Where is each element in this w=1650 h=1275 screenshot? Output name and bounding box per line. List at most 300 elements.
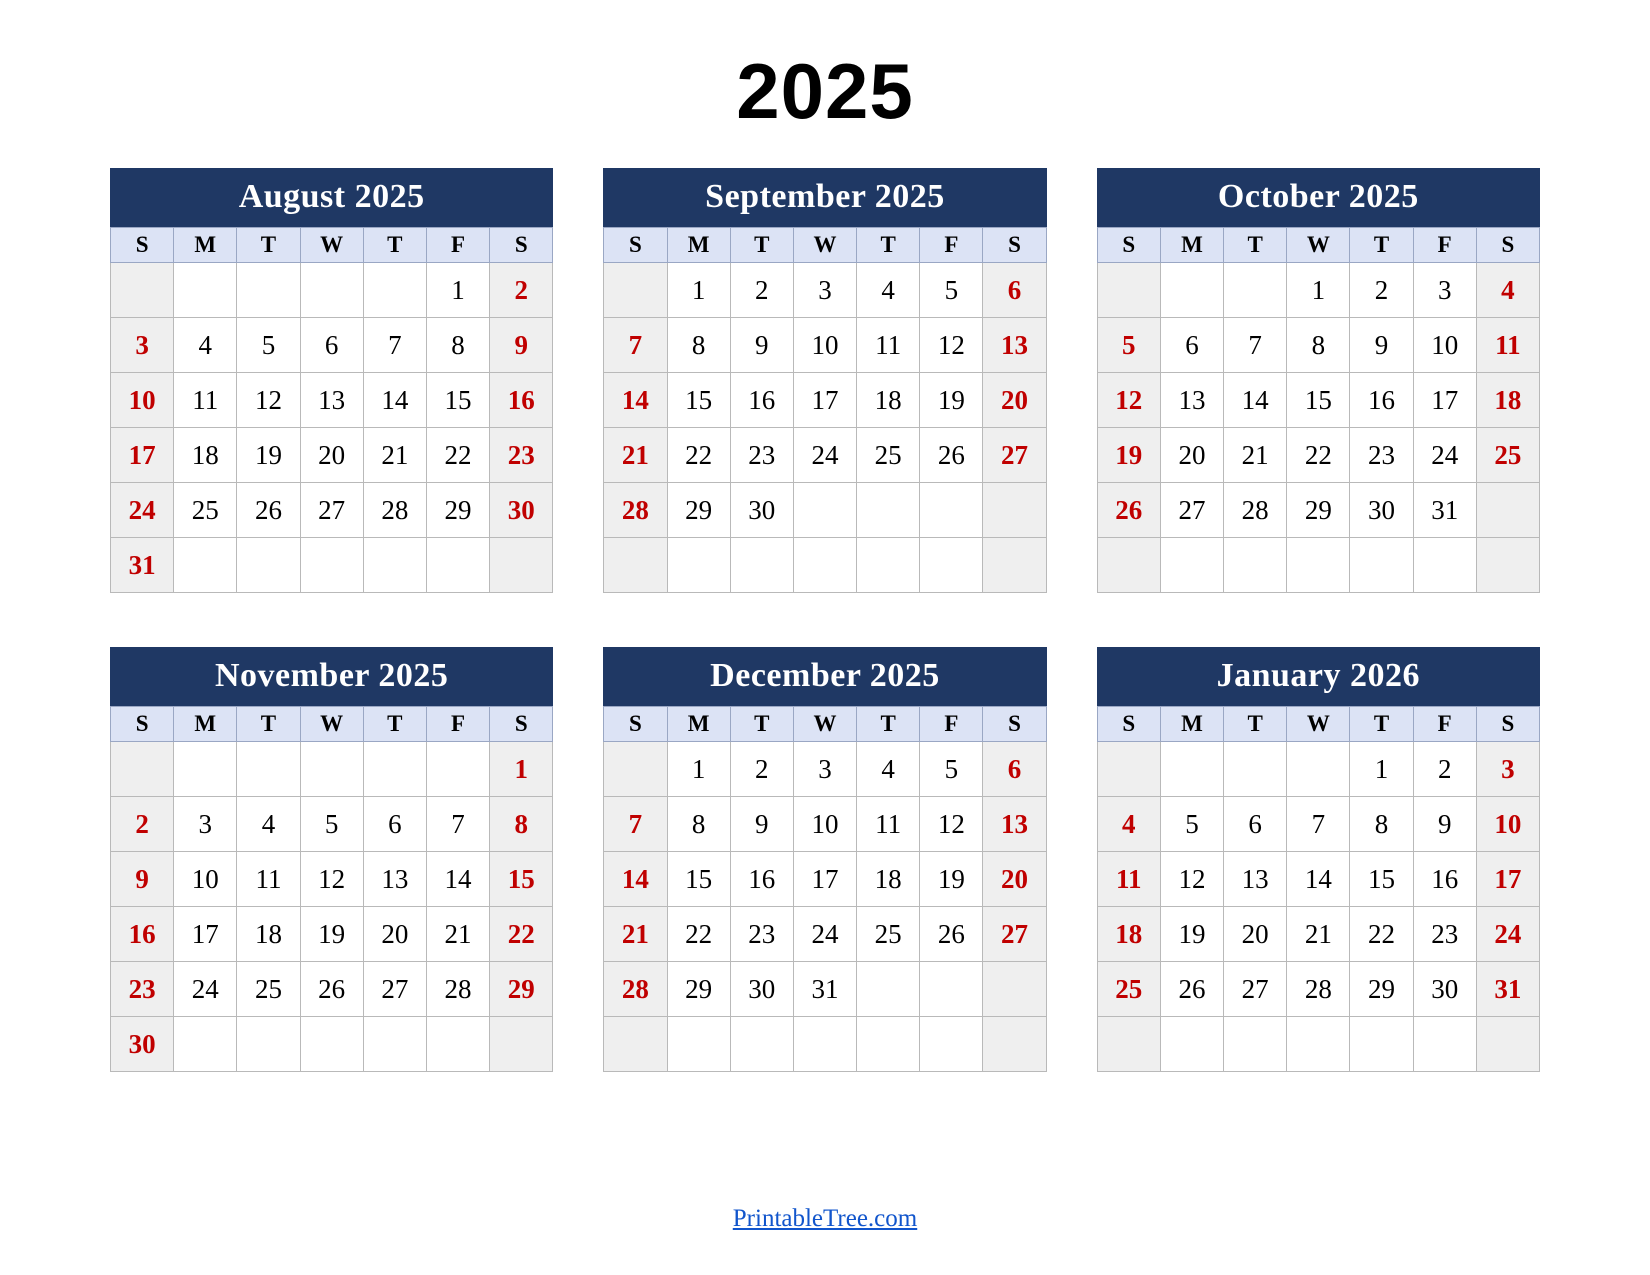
empty-day-cell [363, 1017, 426, 1072]
day-cell[interactable]: 20 [363, 907, 426, 962]
empty-day-cell [174, 1017, 237, 1072]
day-cell[interactable]: 1 [667, 742, 730, 797]
day-cell[interactable]: 26 [1160, 962, 1223, 1017]
weekday-header: T [363, 707, 426, 742]
day-cell[interactable]: 13 [1224, 852, 1287, 907]
day-cell[interactable]: 27 [1224, 962, 1287, 1017]
day-cell[interactable]: 13 [300, 373, 363, 428]
month-table [1097, 706, 1540, 1072]
day-cell[interactable]: 15 [1287, 373, 1350, 428]
day-cell[interactable]: 3 [1476, 742, 1539, 797]
day-cell[interactable]: 10 [1413, 318, 1476, 373]
day-cell[interactable]: 26 [237, 483, 300, 538]
day-cell[interactable]: 9 [730, 318, 793, 373]
empty-day-cell [174, 538, 237, 593]
day-cell[interactable]: 27 [1160, 483, 1223, 538]
day-cell[interactable]: 21 [1287, 907, 1350, 962]
day-cell[interactable]: 23 [730, 428, 793, 483]
empty-day-cell [1413, 538, 1476, 593]
day-cell[interactable]: 30 [730, 962, 793, 1017]
month-block [1097, 647, 1540, 1072]
day-cell[interactable]: 6 [1160, 318, 1223, 373]
empty-day-cell [1476, 1017, 1539, 1072]
months-grid [110, 168, 1540, 1072]
week-row [1097, 907, 1539, 962]
day-cell[interactable]: 8 [667, 318, 730, 373]
empty-day-cell [426, 1017, 489, 1072]
day-cell[interactable]: 17 [1413, 373, 1476, 428]
day-cell[interactable]: 12 [920, 797, 983, 852]
day-cell[interactable]: 27 [983, 907, 1046, 962]
day-cell[interactable]: 4 [857, 742, 920, 797]
week-row [1097, 742, 1539, 797]
day-cell[interactable]: 27 [300, 483, 363, 538]
day-cell[interactable]: 9 [111, 852, 174, 907]
empty-day-cell [983, 483, 1046, 538]
day-cell[interactable]: 4 [174, 318, 237, 373]
day-cell[interactable]: 13 [1160, 373, 1223, 428]
day-cell[interactable]: 9 [1350, 318, 1413, 373]
week-row [604, 428, 1046, 483]
day-cell[interactable]: 20 [1160, 428, 1223, 483]
day-cell[interactable]: 7 [1224, 318, 1287, 373]
day-cell[interactable]: 23 [1350, 428, 1413, 483]
day-cell[interactable]: 24 [1413, 428, 1476, 483]
day-cell[interactable]: 13 [983, 797, 1046, 852]
day-cell[interactable]: 24 [793, 428, 856, 483]
week-row [111, 428, 553, 483]
day-cell[interactable]: 6 [300, 318, 363, 373]
day-cell[interactable]: 13 [983, 318, 1046, 373]
weekday-header: T [1350, 228, 1413, 263]
day-cell[interactable]: 23 [730, 907, 793, 962]
day-cell[interactable]: 19 [300, 907, 363, 962]
day-cell[interactable]: 21 [363, 428, 426, 483]
day-cell[interactable]: 1 [1350, 742, 1413, 797]
month-title: November 2025 [110, 647, 553, 706]
day-cell[interactable]: 30 [730, 483, 793, 538]
day-cell[interactable]: 28 [604, 483, 667, 538]
day-cell[interactable]: 17 [174, 907, 237, 962]
month-title: January 2026 [1097, 647, 1540, 706]
day-cell[interactable]: 11 [857, 797, 920, 852]
day-cell[interactable]: 30 [1350, 483, 1413, 538]
weekday-header: F [426, 707, 489, 742]
day-cell[interactable]: 28 [1287, 962, 1350, 1017]
day-cell[interactable]: 11 [174, 373, 237, 428]
weekday-header: S [490, 707, 553, 742]
weekday-header: S [983, 228, 1046, 263]
day-cell[interactable]: 19 [1160, 907, 1223, 962]
week-row [111, 263, 553, 318]
empty-day-cell [1160, 742, 1223, 797]
week-row [1097, 263, 1539, 318]
empty-day-cell [363, 538, 426, 593]
day-cell[interactable]: 25 [857, 907, 920, 962]
weekday-header: T [857, 707, 920, 742]
day-cell[interactable]: 18 [174, 428, 237, 483]
day-cell[interactable]: 26 [1097, 483, 1160, 538]
weekday-header: T [1224, 228, 1287, 263]
day-cell[interactable]: 22 [1287, 428, 1350, 483]
day-cell[interactable]: 10 [793, 318, 856, 373]
day-cell[interactable]: 31 [793, 962, 856, 1017]
empty-day-cell [857, 483, 920, 538]
month-block [603, 647, 1046, 1072]
day-cell[interactable]: 9 [490, 318, 553, 373]
day-cell[interactable]: 8 [1350, 797, 1413, 852]
day-cell[interactable]: 18 [1476, 373, 1539, 428]
day-cell[interactable]: 27 [363, 962, 426, 1017]
day-cell[interactable]: 11 [1097, 852, 1160, 907]
day-cell[interactable]: 14 [363, 373, 426, 428]
month-table [1097, 227, 1540, 593]
day-cell[interactable]: 3 [174, 797, 237, 852]
day-cell[interactable]: 2 [730, 263, 793, 318]
empty-day-cell [300, 1017, 363, 1072]
day-cell[interactable]: 29 [667, 962, 730, 1017]
week-row [1097, 538, 1539, 593]
weekday-header: M [174, 228, 237, 263]
empty-day-cell [857, 538, 920, 593]
day-cell[interactable]: 30 [1413, 962, 1476, 1017]
day-cell[interactable]: 12 [237, 373, 300, 428]
day-cell[interactable]: 31 [1413, 483, 1476, 538]
day-cell[interactable]: 4 [237, 797, 300, 852]
day-cell[interactable]: 12 [1160, 852, 1223, 907]
day-cell[interactable]: 8 [490, 797, 553, 852]
empty-day-cell [490, 538, 553, 593]
day-cell[interactable]: 22 [426, 428, 489, 483]
weekday-header-row [111, 707, 553, 742]
weekday-header: M [1160, 228, 1223, 263]
day-cell[interactable]: 3 [793, 263, 856, 318]
day-cell[interactable]: 10 [174, 852, 237, 907]
day-cell[interactable]: 5 [920, 263, 983, 318]
day-cell[interactable]: 28 [426, 962, 489, 1017]
empty-day-cell [1350, 538, 1413, 593]
weekday-header: F [1413, 228, 1476, 263]
day-cell[interactable]: 18 [1097, 907, 1160, 962]
day-cell[interactable]: 26 [920, 907, 983, 962]
empty-day-cell [111, 742, 174, 797]
empty-day-cell [604, 1017, 667, 1072]
empty-day-cell [793, 483, 856, 538]
day-cell[interactable]: 10 [793, 797, 856, 852]
month-block [110, 168, 553, 593]
day-cell[interactable]: 29 [490, 962, 553, 1017]
weekday-header: S [1476, 228, 1539, 263]
day-cell[interactable]: 18 [237, 907, 300, 962]
day-cell[interactable]: 19 [237, 428, 300, 483]
day-cell[interactable]: 11 [237, 852, 300, 907]
week-row [1097, 1017, 1539, 1072]
day-cell[interactable]: 10 [111, 373, 174, 428]
month-title: September 2025 [603, 168, 1046, 227]
day-cell[interactable]: 24 [174, 962, 237, 1017]
day-cell[interactable]: 5 [920, 742, 983, 797]
day-cell[interactable]: 6 [983, 263, 1046, 318]
empty-day-cell [793, 538, 856, 593]
weekday-header: T [237, 707, 300, 742]
day-cell[interactable]: 6 [983, 742, 1046, 797]
week-row [1097, 962, 1539, 1017]
day-cell[interactable]: 24 [111, 483, 174, 538]
month-block [603, 168, 1046, 593]
day-cell[interactable]: 9 [1413, 797, 1476, 852]
weekday-header-row [604, 228, 1046, 263]
day-cell[interactable]: 31 [111, 538, 174, 593]
empty-day-cell [920, 483, 983, 538]
day-cell[interactable]: 20 [983, 373, 1046, 428]
empty-day-cell [604, 742, 667, 797]
week-row [604, 742, 1046, 797]
week-row [111, 1017, 553, 1072]
week-row [604, 318, 1046, 373]
day-cell[interactable]: 2 [1350, 263, 1413, 318]
month-table [110, 706, 553, 1072]
day-cell[interactable]: 20 [1224, 907, 1287, 962]
day-cell[interactable]: 31 [1476, 962, 1539, 1017]
printabletree-link[interactable]: PrintableTree.com [732, 1205, 918, 1232]
day-cell[interactable]: 26 [920, 428, 983, 483]
day-cell[interactable]: 22 [667, 428, 730, 483]
day-cell[interactable]: 5 [1097, 318, 1160, 373]
day-cell[interactable]: 1 [667, 263, 730, 318]
day-cell[interactable]: 5 [1160, 797, 1223, 852]
day-cell[interactable]: 25 [237, 962, 300, 1017]
day-cell[interactable]: 14 [426, 852, 489, 907]
empty-day-cell [174, 263, 237, 318]
day-cell[interactable]: 28 [604, 962, 667, 1017]
day-cell[interactable]: 1 [1287, 263, 1350, 318]
empty-day-cell [237, 538, 300, 593]
day-cell[interactable]: 15 [667, 852, 730, 907]
day-cell[interactable]: 23 [490, 428, 553, 483]
day-cell[interactable]: 20 [983, 852, 1046, 907]
month-title: August 2025 [110, 168, 553, 227]
empty-day-cell [1350, 1017, 1413, 1072]
empty-day-cell [1287, 742, 1350, 797]
empty-day-cell [237, 742, 300, 797]
day-cell[interactable]: 16 [730, 852, 793, 907]
day-cell[interactable]: 6 [363, 797, 426, 852]
day-cell[interactable]: 25 [857, 428, 920, 483]
day-cell[interactable]: 16 [1413, 852, 1476, 907]
day-cell[interactable]: 5 [237, 318, 300, 373]
day-cell[interactable]: 23 [111, 962, 174, 1017]
day-cell[interactable]: 7 [604, 797, 667, 852]
empty-day-cell [983, 962, 1046, 1017]
day-cell[interactable]: 28 [363, 483, 426, 538]
day-cell[interactable]: 21 [426, 907, 489, 962]
day-cell[interactable]: 19 [920, 852, 983, 907]
week-row [604, 373, 1046, 428]
empty-day-cell [363, 742, 426, 797]
weekday-header: W [300, 707, 363, 742]
day-cell[interactable]: 4 [1097, 797, 1160, 852]
empty-day-cell [730, 1017, 793, 1072]
day-cell[interactable]: 3 [793, 742, 856, 797]
weekday-header-row [604, 707, 1046, 742]
day-cell[interactable]: 4 [857, 263, 920, 318]
weekday-header: T [857, 228, 920, 263]
day-cell[interactable]: 2 [490, 263, 553, 318]
empty-day-cell [1224, 263, 1287, 318]
day-cell[interactable]: 7 [363, 318, 426, 373]
empty-day-cell [604, 538, 667, 593]
day-cell[interactable]: 29 [426, 483, 489, 538]
empty-day-cell [793, 1017, 856, 1072]
weekday-header: T [1350, 707, 1413, 742]
day-cell[interactable]: 5 [300, 797, 363, 852]
month-table [603, 706, 1046, 1072]
day-cell[interactable]: 18 [857, 373, 920, 428]
day-cell[interactable]: 7 [604, 318, 667, 373]
empty-day-cell [920, 538, 983, 593]
week-row [604, 962, 1046, 1017]
day-cell[interactable]: 25 [1097, 962, 1160, 1017]
day-cell[interactable]: 8 [426, 318, 489, 373]
day-cell[interactable]: 12 [1097, 373, 1160, 428]
day-cell[interactable]: 10 [1476, 797, 1539, 852]
empty-day-cell [237, 1017, 300, 1072]
day-cell[interactable]: 26 [300, 962, 363, 1017]
empty-day-cell [983, 538, 1046, 593]
empty-day-cell [490, 1017, 553, 1072]
footer [0, 1205, 1650, 1233]
weekday-header: T [730, 228, 793, 263]
day-cell[interactable]: 1 [426, 263, 489, 318]
day-cell[interactable]: 17 [1476, 852, 1539, 907]
day-cell[interactable]: 24 [793, 907, 856, 962]
day-cell[interactable]: 29 [667, 483, 730, 538]
day-cell[interactable]: 18 [857, 852, 920, 907]
day-cell[interactable]: 16 [490, 373, 553, 428]
weekday-header: S [604, 707, 667, 742]
day-cell[interactable]: 11 [857, 318, 920, 373]
day-cell[interactable]: 8 [667, 797, 730, 852]
empty-day-cell [1160, 263, 1223, 318]
day-cell[interactable]: 20 [300, 428, 363, 483]
day-cell[interactable]: 14 [604, 373, 667, 428]
week-row [1097, 373, 1539, 428]
empty-day-cell [667, 1017, 730, 1072]
day-cell[interactable]: 12 [300, 852, 363, 907]
weekday-header: W [1287, 707, 1350, 742]
weekday-header: M [1160, 707, 1223, 742]
day-cell[interactable]: 17 [111, 428, 174, 483]
weekday-header: S [604, 228, 667, 263]
empty-day-cell [300, 742, 363, 797]
day-cell[interactable]: 27 [983, 428, 1046, 483]
day-cell[interactable]: 14 [1287, 852, 1350, 907]
weekday-header: T [730, 707, 793, 742]
empty-day-cell [1413, 1017, 1476, 1072]
day-cell[interactable]: 2 [1413, 742, 1476, 797]
week-row [111, 538, 553, 593]
day-cell[interactable]: 14 [1224, 373, 1287, 428]
day-cell[interactable]: 14 [604, 852, 667, 907]
day-cell[interactable]: 15 [490, 852, 553, 907]
empty-day-cell [1097, 742, 1160, 797]
day-cell[interactable]: 15 [667, 373, 730, 428]
day-cell[interactable]: 9 [730, 797, 793, 852]
day-cell[interactable]: 24 [1476, 907, 1539, 962]
day-cell[interactable]: 15 [426, 373, 489, 428]
day-cell[interactable]: 11 [1476, 318, 1539, 373]
empty-day-cell [1287, 1017, 1350, 1072]
week-row [1097, 318, 1539, 373]
day-cell[interactable]: 4 [1476, 263, 1539, 318]
week-row [111, 318, 553, 373]
day-cell[interactable]: 21 [604, 428, 667, 483]
day-cell[interactable]: 25 [174, 483, 237, 538]
day-cell[interactable]: 2 [111, 797, 174, 852]
day-cell[interactable]: 30 [490, 483, 553, 538]
week-row [111, 373, 553, 428]
day-cell[interactable]: 7 [426, 797, 489, 852]
weekday-header: F [426, 228, 489, 263]
week-row [1097, 797, 1539, 852]
day-cell[interactable]: 16 [1350, 373, 1413, 428]
day-cell[interactable]: 16 [111, 907, 174, 962]
day-cell[interactable]: 22 [490, 907, 553, 962]
empty-day-cell [920, 1017, 983, 1072]
day-cell[interactable]: 17 [793, 852, 856, 907]
day-cell[interactable]: 6 [1224, 797, 1287, 852]
day-cell[interactable]: 7 [1287, 797, 1350, 852]
empty-day-cell [1160, 1017, 1223, 1072]
day-cell[interactable]: 23 [1413, 907, 1476, 962]
weekday-header: S [1097, 228, 1160, 263]
day-cell[interactable]: 3 [111, 318, 174, 373]
day-cell[interactable]: 8 [1287, 318, 1350, 373]
weekday-header: M [174, 707, 237, 742]
day-cell[interactable]: 29 [1350, 962, 1413, 1017]
day-cell[interactable]: 13 [363, 852, 426, 907]
week-row [604, 483, 1046, 538]
day-cell[interactable]: 22 [667, 907, 730, 962]
day-cell[interactable]: 16 [730, 373, 793, 428]
day-cell[interactable]: 19 [920, 373, 983, 428]
weekday-header: T [237, 228, 300, 263]
day-cell[interactable]: 25 [1476, 428, 1539, 483]
week-row [111, 852, 553, 907]
day-cell[interactable]: 19 [1097, 428, 1160, 483]
day-cell[interactable]: 2 [730, 742, 793, 797]
day-cell[interactable]: 15 [1350, 852, 1413, 907]
day-cell[interactable]: 12 [920, 318, 983, 373]
day-cell[interactable]: 28 [1224, 483, 1287, 538]
day-cell[interactable]: 29 [1287, 483, 1350, 538]
empty-day-cell [857, 962, 920, 1017]
week-row [1097, 852, 1539, 907]
day-cell[interactable]: 3 [1413, 263, 1476, 318]
empty-day-cell [1160, 538, 1223, 593]
day-cell[interactable]: 21 [1224, 428, 1287, 483]
week-row [111, 483, 553, 538]
day-cell[interactable]: 17 [793, 373, 856, 428]
day-cell[interactable]: 22 [1350, 907, 1413, 962]
empty-day-cell [174, 742, 237, 797]
empty-day-cell [300, 538, 363, 593]
day-cell[interactable]: 30 [111, 1017, 174, 1072]
week-row [111, 907, 553, 962]
empty-day-cell [730, 538, 793, 593]
day-cell[interactable]: 21 [604, 907, 667, 962]
day-cell[interactable]: 1 [490, 742, 553, 797]
